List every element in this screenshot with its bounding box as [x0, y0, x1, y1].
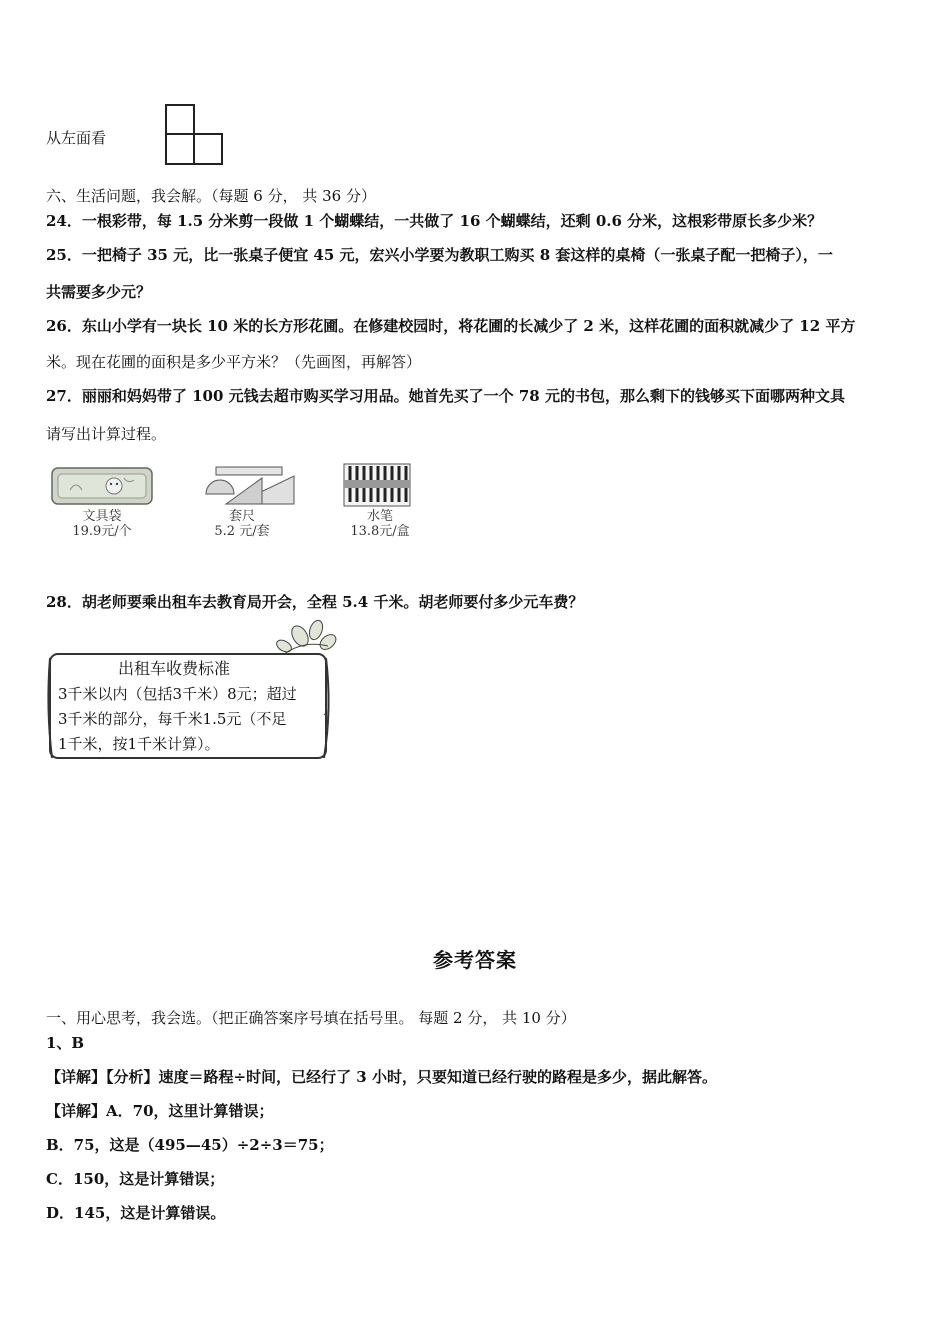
answer-1-detail2: 【详解】A．70，这里计算错误；	[46, 1102, 274, 1120]
ruler-set-image	[202, 464, 302, 508]
question-25-line2: 共需要多少元？	[46, 283, 152, 301]
taxi-card-title: 出租车收费标准	[118, 659, 231, 678]
question-27-line2: 请写出计算过程。	[46, 425, 167, 443]
answer-1-option-c: C．150，这是计算错误；	[46, 1170, 225, 1188]
question-27-line1: 27．丽丽和妈妈带了 100 元钱去超市购买学习用品。她首先买了一个 78 元的书包，那么剩下的钱够买下面哪两种文具	[46, 387, 845, 405]
pens-box-image	[342, 462, 414, 508]
taxi-card-line1: 3千米以内（包括3千米）8元；超过	[58, 685, 297, 703]
question-26-line2: 米。现在花圃的面积是多少平方米？（先画图，再解答）	[46, 353, 422, 371]
taxi-card-line3: 1千米，按1千米计算）。	[58, 735, 220, 753]
taxi-card-line2: 3千米的部分，每千米1.5元（不足	[58, 710, 287, 728]
question-24: 24．一根彩带，每 1.5 分米剪一段做 1 个蝴蝶结，一共做了 16 个蝴蝶结，还剩 0.6 分米，这根彩带原长多少米？	[46, 212, 823, 230]
item-price-pencil-case: 19.9元/个	[72, 524, 132, 539]
question-25-line1: 25．一把椅子 35 元，比一张桌子便宜 45 元，宏兴小学要为教职工购买 8 套这样的桌椅（一张桌子配一把椅子），一	[46, 246, 833, 264]
answer-1-option-d: D．145，这是计算错误。	[46, 1204, 226, 1222]
item-name-pens: 水笔	[366, 509, 393, 524]
question-26-line1: 26．东山小学有一块长 10 米的长方形花圃。在修建校园时，将花圃的长减少了 2 米，这样花圃的面积就减少了 12 平方	[46, 317, 856, 335]
left-view-figure	[160, 100, 226, 170]
item-price-pens: 13.8元/盒	[350, 524, 410, 539]
answers-title: 参考答案	[433, 948, 517, 972]
left-view-label: 从左面看	[46, 129, 107, 147]
answer-1: 1、B	[46, 1034, 85, 1052]
item-name-pencil-case: 文具袋	[82, 509, 122, 524]
item-price-ruler-set: 5.2 元/套	[214, 524, 270, 539]
answer-1-detail1: 【详解】【分析】速度＝路程÷时间，已经行了 3 小时，只要知道已经行驶的路程是多少，据此解答。	[46, 1068, 717, 1086]
pencil-case-image	[50, 464, 158, 508]
section6-heading: 六、生活问题，我会解。（每题 6 分， 共 36 分）	[46, 187, 376, 205]
item-name-ruler-set: 套尺	[228, 509, 255, 524]
answers-section1-heading: 一、用心思考，我会选。（把正确答案序号填在括号里。 每题 2 分， 共 10 分）	[46, 1009, 576, 1027]
answer-1-option-b: B．75，这是（495—45）÷2÷3＝75；	[46, 1136, 334, 1154]
question-28: 28．胡老师要乘出租车去教育局开会，全程 5.4 千米。胡老师要付多少元车费？	[46, 593, 584, 611]
